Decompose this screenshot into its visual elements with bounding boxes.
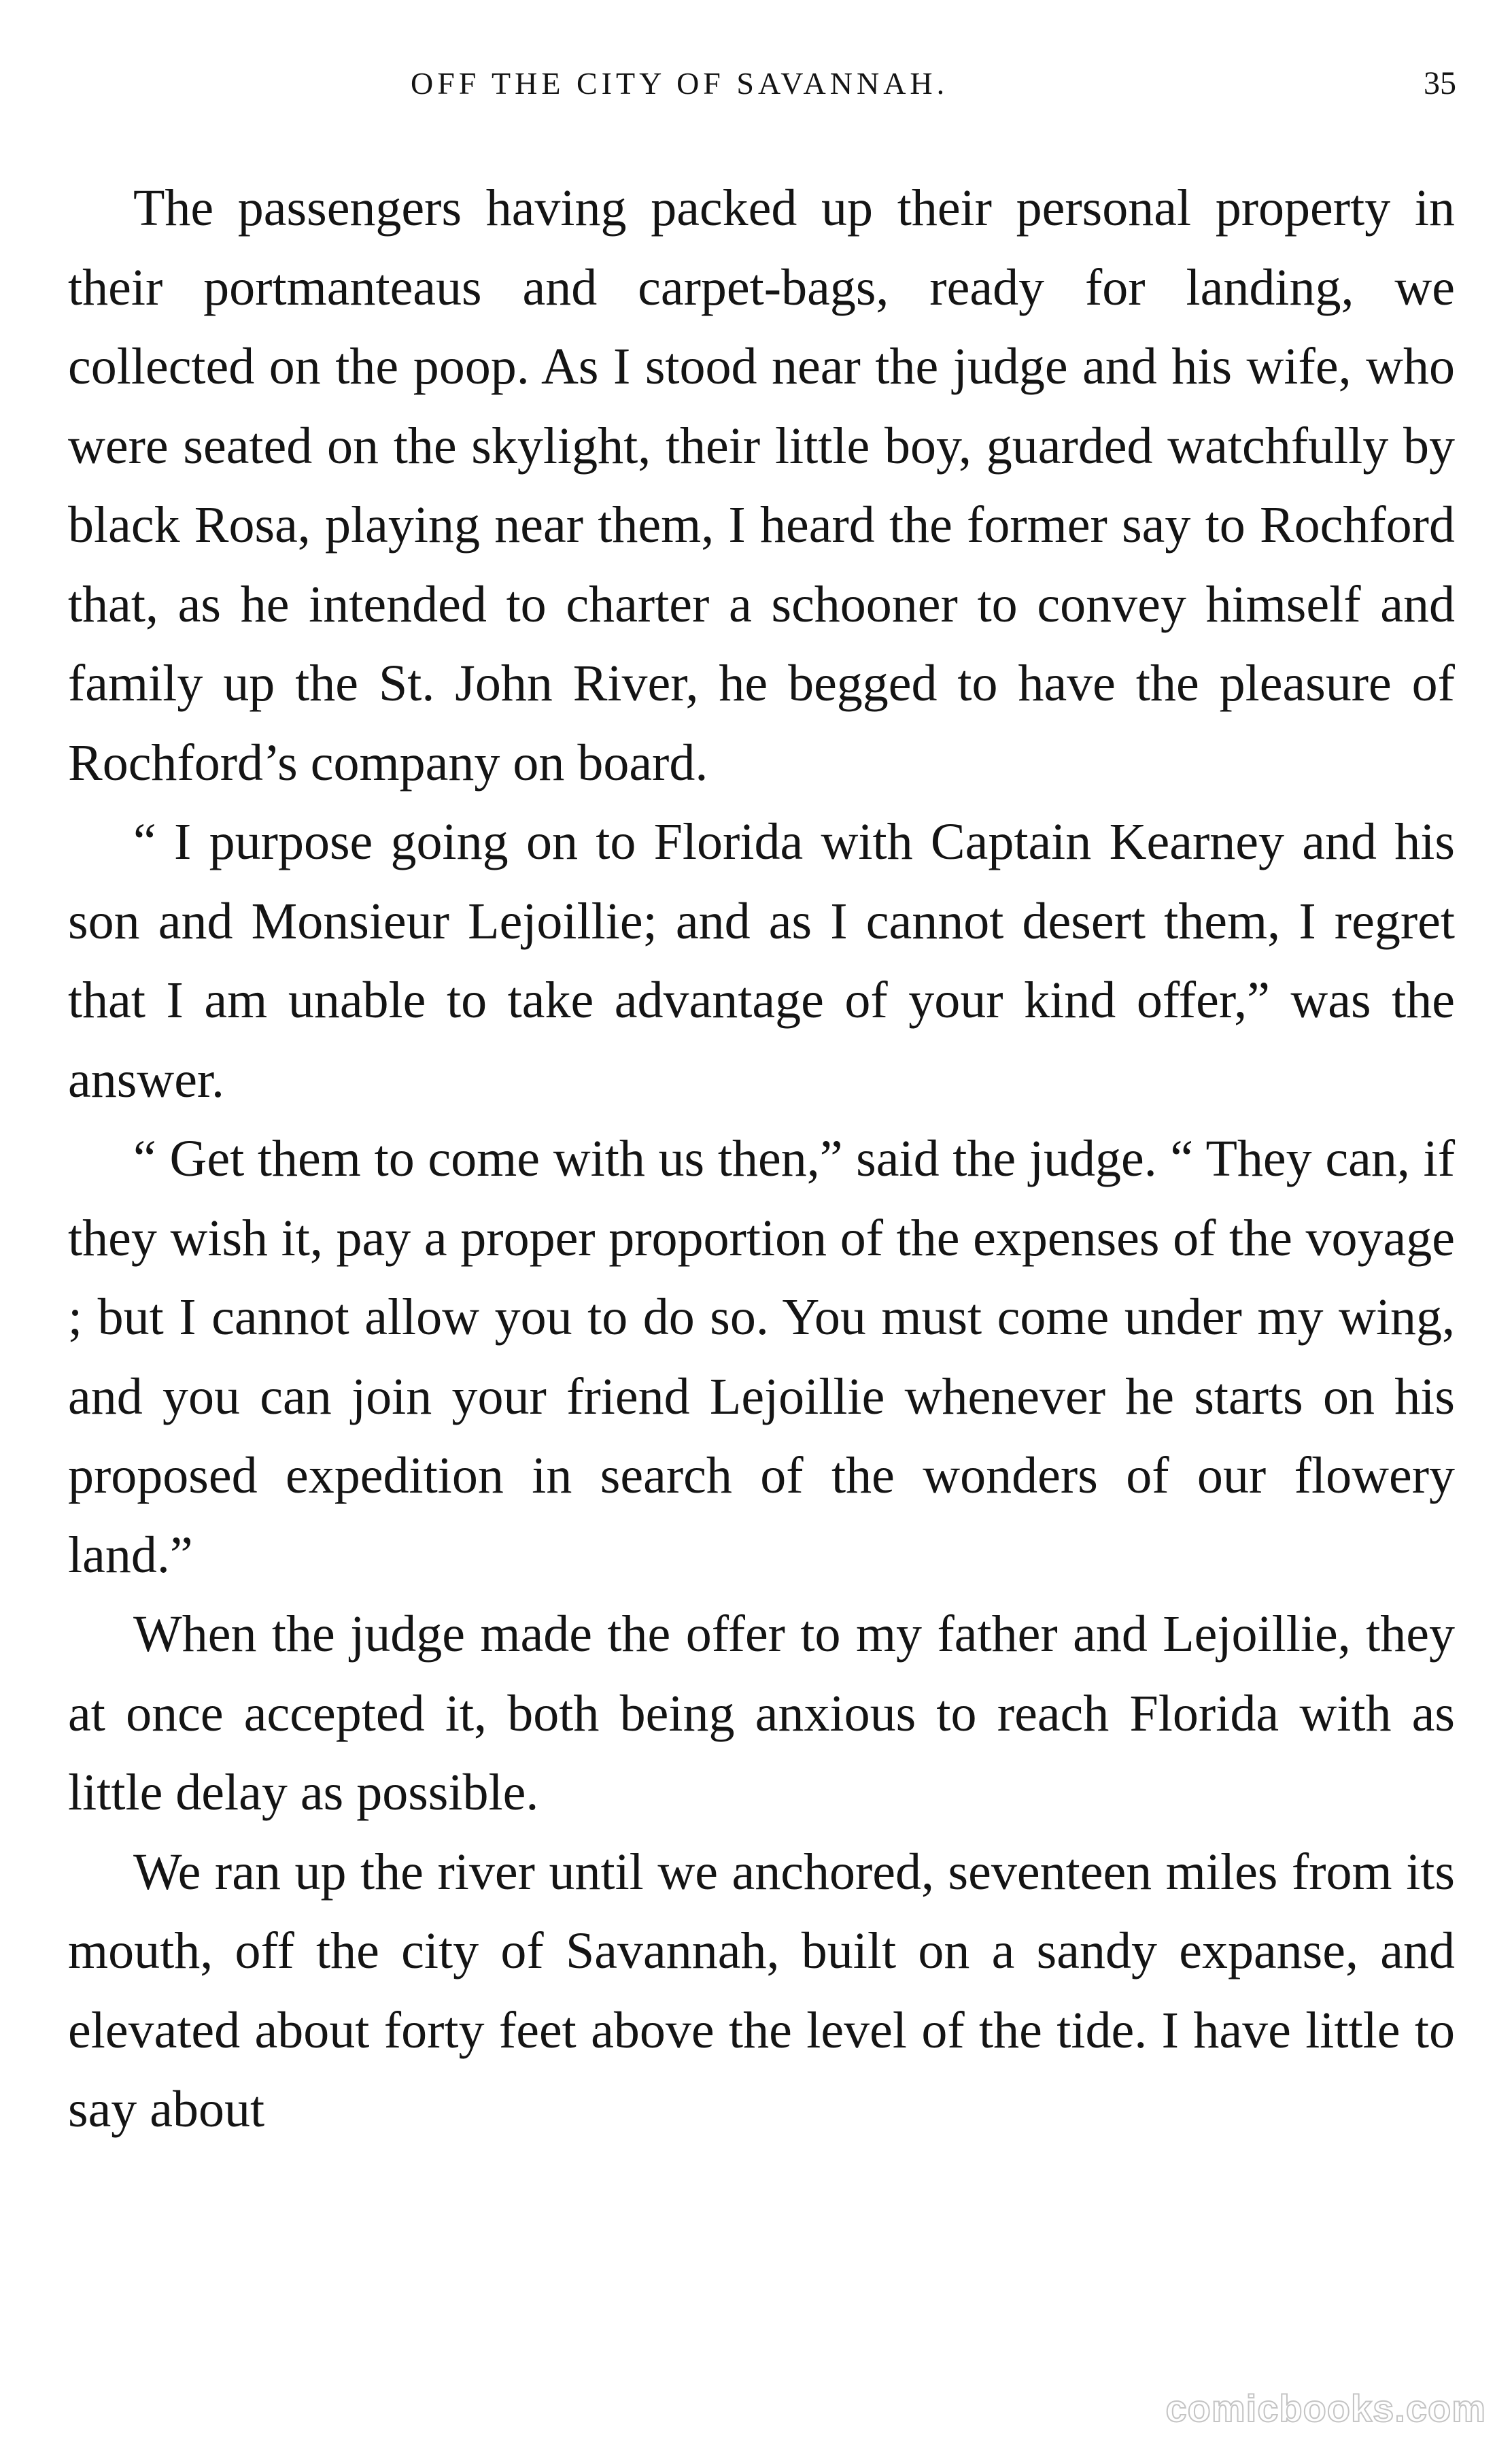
body-text xyxy=(68,169,1455,2149)
paragraph-1: The passengers having packed up their personal property in their portmanteaus and carpet-bags, ready for landing, we collected on the poop. As I stood near the judge and his wife, who were seated on the skylight, their little boy, guarded watchfully by black Rosa, playing near them, I heard the former say to Rochford that, as he intended to charter a schooner to convey himself and family up the St. John River, he begged to have the pleasure of Rochford’s company on board. xyxy=(68,180,1455,792)
paragraph-2: “ I purpose going on to Florida with Captain Kearney and his son and Monsieur Lejoillie; and as I cannot desert them, I regret that I am unable to take advantage of your kind offer,” was the answer. xyxy=(68,813,1455,1108)
watermark: comicbooks.com xyxy=(1165,2387,1486,2430)
paragraph-4: When the judge made the offer to my father and Lejoillie, they at once accepted it, both being anxious to reach Florida with as little delay as possible. xyxy=(68,1605,1455,1821)
paragraph-3: “ Get them to come with us then,” said the judge. “ They can, if they wish it, pay a proper proportion of the expenses of the voyage ; but I cannot allow you to do so. You must come under my wing, and you can join your friend Lejoillie whenever he starts on his proposed expedition in search of the wonders of our flowery land.” xyxy=(68,1130,1455,1584)
running-header xyxy=(0,60,1512,107)
page-number: 35 xyxy=(1424,65,1456,101)
running-title: OFF THE CITY OF SAVANNAH. xyxy=(411,66,949,101)
paragraph-5: We ran up the river until we anchored, seventeen miles from its mouth, off the city of Savannah, built on a sandy expanse, and elevated about forty feet above the level of the tide. I have little to say about xyxy=(68,1843,1455,2138)
